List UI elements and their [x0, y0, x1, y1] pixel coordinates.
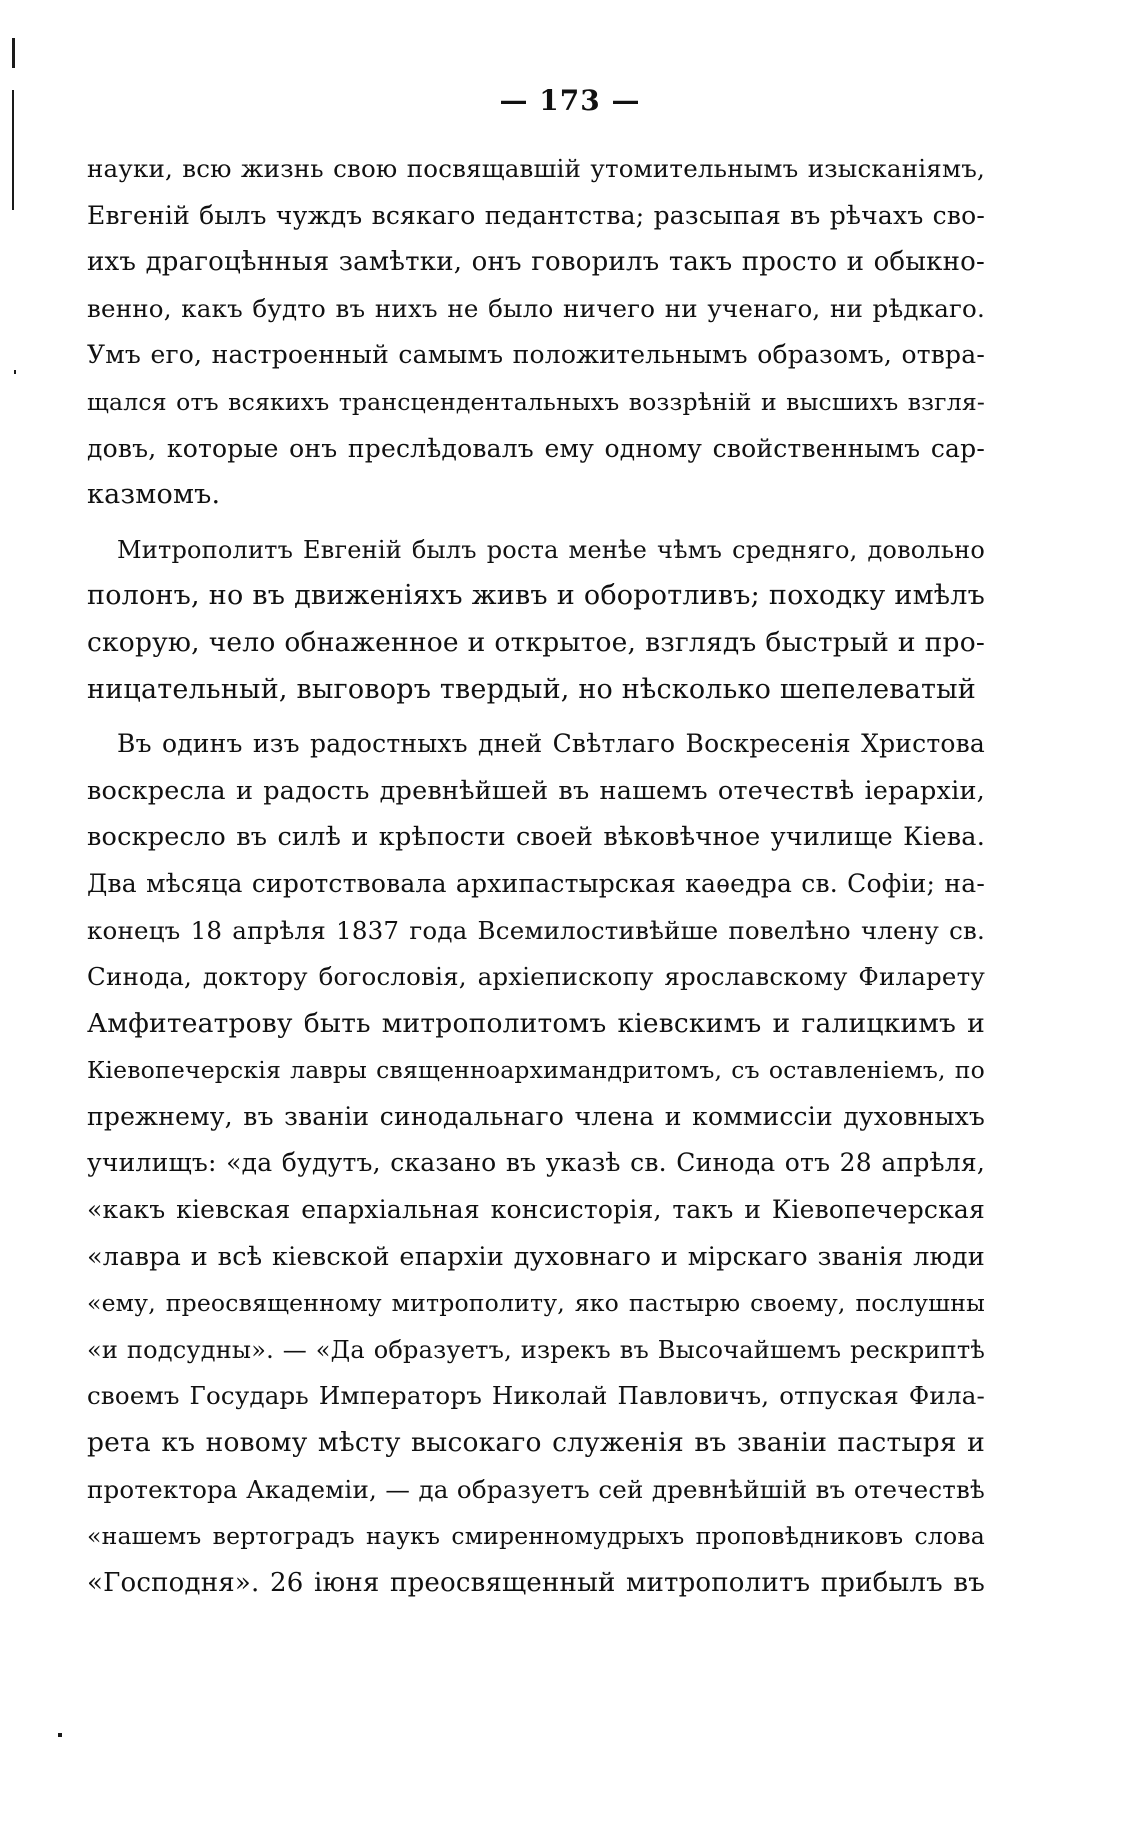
text-line: Кіевопечерскія лавры священноархимандритомъ, съ оставленіемъ, по	[87, 1056, 985, 1085]
text-line: ницательный, выговоръ твердый, но нѣсколько шепелеватый	[87, 673, 976, 705]
text-line: «нашемъ вертоградъ наукъ смиренномудрыхъ проповѣдниковъ слова	[87, 1522, 985, 1551]
page-number: — 173 —	[499, 84, 641, 117]
body-text	[87, 146, 985, 1606]
text-line: Синода, доктору богословія, архіепископу ярославскому Филарету	[87, 962, 985, 992]
text-line: «какъ кіевская епархіальная консисторія, такъ и Кіевопечерская	[87, 1195, 985, 1225]
text-line: рета къ новому мѣсту высокаго служенія въ званіи пастыря и	[87, 1427, 985, 1459]
text-line: протектора Академіи, — да образуетъ сей древнѣйшій въ отечествѣ	[87, 1474, 985, 1504]
text-line: Умъ его, настроенный самымъ положительнымъ образомъ, отвра-	[87, 340, 985, 370]
text-line: «лавра и всѣ кіевской епархіи духовнаго и мірскаго званія люди	[87, 1241, 985, 1272]
text-line: щался отъ всякихъ трансцендентальныхъ воззрѣній и высшихъ взгля-	[87, 387, 985, 416]
margin-mark	[58, 1733, 62, 1737]
text-line: венно, какъ будто въ нихъ не было ничего ни ученаго, ни рѣдкаго.	[87, 293, 985, 323]
text-line: науки, всю жизнь свою посвящавшій утомительнымъ изысканіямъ,	[87, 154, 985, 183]
text-line: «ему, преосвященному митрополиту, яко пастырю своему, послушны	[87, 1289, 985, 1318]
text-line: своемъ Государь Императоръ Николай Павловичъ, отпуская Фила-	[87, 1381, 985, 1411]
text-line: «и подсудны». — «Да образуетъ, изрекъ въ Высочайшемъ рескриптѣ	[87, 1335, 985, 1364]
text-line: довъ, которые онъ преслѣдовалъ ему одному свойственнымъ сар-	[87, 433, 985, 463]
paragraph	[87, 146, 985, 519]
text-line: полонъ, но въ движеніяхъ живъ и оборотливъ; походку имѣлъ	[87, 580, 985, 612]
text-line: Амфитеатрову быть митрополитомъ кіевскимъ и галицкимъ и	[87, 1007, 985, 1039]
text-line: конецъ 18 апрѣля 1837 года Всемилостивѣйше повелѣно члену св.	[87, 915, 985, 945]
text-line: «Господня». 26 іюня преосвященный митрополитъ прибылъ въ	[87, 1567, 985, 1598]
text-line: прежнему, въ званіи синодальнаго члена и коммиссіи духовныхъ	[87, 1101, 985, 1131]
margin-mark	[14, 370, 16, 374]
text-line: училищъ: «да будутъ, сказано въ указѣ св. Синода отъ 28 апрѣля,	[87, 1148, 985, 1178]
text-line: Два мѣсяца сиротствовала архипастырская каѳедра св. Софіи; на-	[87, 868, 985, 898]
text-line: казмомъ.	[87, 479, 221, 511]
paragraph	[87, 721, 985, 1606]
text-line: воскресла и радость древнѣйшей въ нашемъ отечествѣ іерархіи,	[87, 775, 985, 806]
text-line: Въ одинъ изъ радостныхъ дней Свѣтлаго Воскресенія Христова	[117, 729, 985, 759]
paragraph	[87, 527, 985, 713]
text-line: Митрополитъ Евгеній былъ роста менѣе чѣмъ средняго, довольно	[117, 535, 985, 564]
text-line: скорую, чело обнаженное и открытое, взглядъ быстрый и про-	[87, 626, 985, 658]
text-line: воскресло въ силѣ и крѣпости своей вѣковѣчное училище Кіева.	[87, 822, 985, 853]
text-line: ихъ драгоцѣнныя замѣтки, онъ говорилъ такъ просто и обыкно-	[87, 247, 985, 278]
text-line: Евгеній былъ чуждъ всякаго педантства; разсыпая въ рѣчахъ сво-	[87, 200, 985, 230]
margin-mark	[12, 38, 15, 68]
